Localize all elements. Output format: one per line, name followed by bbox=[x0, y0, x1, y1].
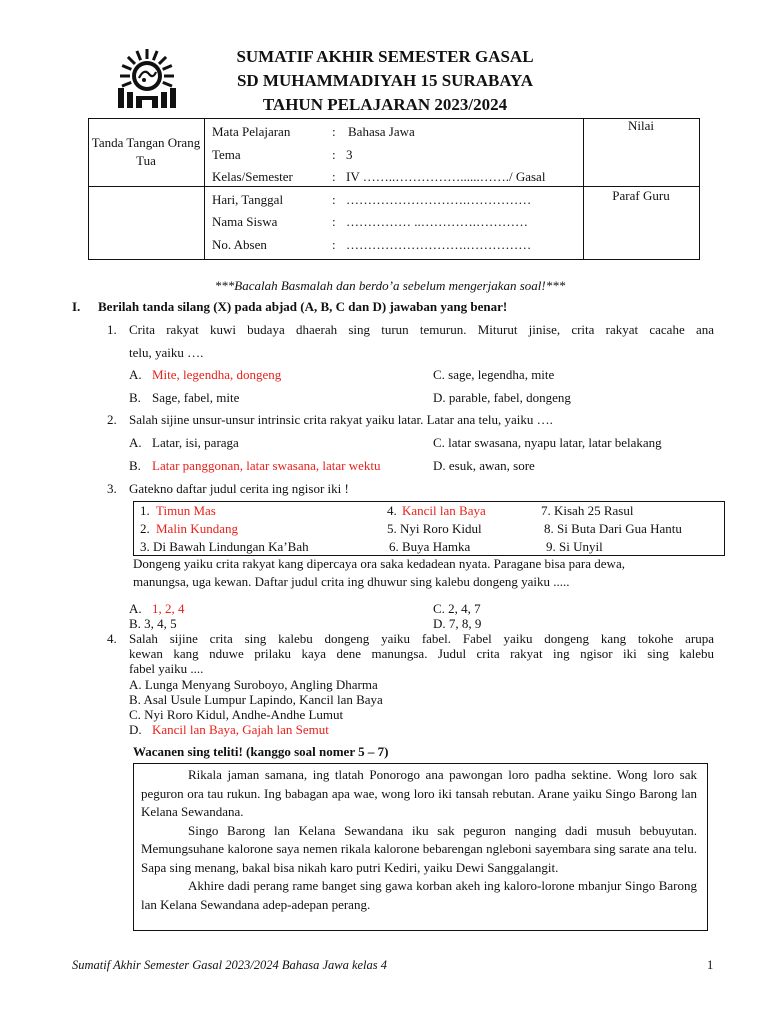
option-2c[interactable]: C. latar swasana, nyapu latar, latar belakang bbox=[433, 435, 662, 450]
story-title-7: 7. Kisah 25 Rasul bbox=[541, 503, 634, 518]
question-3-text: Gatekno daftar judul cerita ing ngisor iki ! bbox=[129, 481, 349, 496]
option-2d[interactable]: D. esuk, awan, sore bbox=[433, 458, 535, 473]
option-3c[interactable]: C. 2, 4, 7 bbox=[433, 601, 481, 616]
question-2-text: Salah sijine unsur-unsur intrinsic crita rakyat yaiku latar. Latar ana telu, yaiku …. bbox=[129, 412, 553, 427]
story-title-5: 5. Nyi Roro Kidul bbox=[387, 521, 482, 536]
option-2b-letter[interactable]: B. bbox=[129, 458, 141, 473]
theme-value: 3 bbox=[346, 147, 353, 162]
story-title-2: Malin Kundang bbox=[156, 521, 238, 536]
story-title-1: Timun Mas bbox=[156, 503, 216, 518]
attendance-number-label: No. Absen bbox=[212, 237, 267, 252]
subject-label: Mata Pelajaran bbox=[212, 124, 291, 139]
story-title-4: Kancil lan Baya bbox=[402, 503, 486, 518]
option-3a-answer[interactable]: 1, 2, 4 bbox=[152, 601, 185, 616]
story-title-9: 9. Si Unyil bbox=[546, 539, 603, 554]
option-1d[interactable]: D. parable, fabel, dongeng bbox=[433, 390, 571, 405]
question-4-text: Salah sijine crita sing kalebu dongeng yaiku fabel. Fabel yaiku dongeng kang tokohe arupa bbox=[129, 631, 714, 646]
reading-paragraph-1: Rikala jaman samana, ing tlatah Ponorogo ana pawongan loro padha sektine. Wong loro sak peguron ora tau rukun. Ing babagan apa wae, wong loro iki tansah rebutan. Arane yaiku Singo Barong lan Kelana Sewandana. bbox=[141, 767, 697, 819]
basmalah-instruction: ***Bacalah Basmalah dan berdo’a sebelum mengerjakan soal!*** bbox=[214, 278, 566, 293]
section-title: Berilah tanda silang (X) pada abjad (A, B, C dan D) jawaban yang benar! bbox=[98, 299, 508, 314]
reading-instruction: Wacanen sing teliti! (kanggo soal nomer 5 – 7) bbox=[133, 744, 389, 759]
reading-passage bbox=[141, 766, 697, 914]
option-3b[interactable]: B. 3, 4, 5 bbox=[129, 616, 177, 631]
school-name: SD MUHAMMADIYAH 15 SURABAYA bbox=[236, 71, 534, 90]
option-1b-letter[interactable]: B. bbox=[129, 390, 141, 405]
exam-title: SUMATIF AKHIR SEMESTER GASAL bbox=[236, 47, 534, 66]
question-3-description-cont: manungsa, uga kewan. Daftar judul crita ing dhuwur sing kalebu dongeng yaiku ..... bbox=[133, 574, 570, 589]
date-field[interactable]: ……………………….…………… bbox=[346, 192, 532, 207]
date-label: Hari, Tanggal bbox=[212, 192, 284, 207]
parent-signature-label: Tanda Tangan Orang Tua bbox=[91, 135, 201, 168]
theme-label: Tema bbox=[212, 147, 241, 162]
option-3d[interactable]: D. 7, 8, 9 bbox=[433, 616, 482, 631]
footer-text: Sumatif Akhir Semester Gasal 2023/2024 Bahasa Jawa kelas 4 bbox=[72, 958, 388, 972]
option-1b[interactable]: Sage, fabel, mite bbox=[152, 390, 240, 405]
question-4-text-cont: kewan kang nduwe prilaku kaya dene manungsa. Judul crita rakyat ing ngisor iki sing kalebu bbox=[129, 646, 714, 661]
option-1a-answer[interactable]: Mite, legendha, dongeng bbox=[152, 367, 282, 382]
option-2a[interactable]: Latar, isi, paraga bbox=[152, 435, 239, 450]
question-1-text: Crita rakyat kuwi budaya dhaerah sing turun temurun. Miturut jinise, crita rakyat cacahe ana bbox=[129, 322, 714, 337]
question-1-text-cont: telu, yaiku …. bbox=[129, 345, 204, 360]
option-4d-answer[interactable]: Kancil lan Baya, Gajah lan Semut bbox=[152, 722, 329, 737]
question-3-description: Dongeng yaiku crita rakyat kang dipercaya ora saka kedadean nyata. Paragane bisa para dewa, bbox=[133, 556, 625, 571]
score-label: Nilai bbox=[628, 118, 654, 133]
class-semester-field[interactable]: IV ……..……………......……./ Gasal bbox=[346, 169, 546, 184]
option-1a-letter[interactable]: A. bbox=[129, 367, 142, 382]
subject-value: Bahasa Jawa bbox=[348, 124, 415, 139]
story-title-3: 3. Di Bawah Lindungan Ka’Bah bbox=[140, 539, 309, 554]
option-2b-answer[interactable]: Latar panggonan, latar swasana, latar wektu bbox=[152, 458, 381, 473]
reading-paragraph-2: Singo Barong lan Kelana Sewandana iku sak peguron nanging dadi musuh bebuyutan. Memungsuhane kalorone saya nemen rikala kalorone bebarengan ngleboni sayembara sing sarate ana telu. Sapa sing menang, bakal bisa nikah karo putri Kediri, yaiku Dewi Sanggalangit. bbox=[141, 822, 697, 875]
option-3a-letter[interactable]: A. bbox=[129, 601, 142, 616]
option-1c[interactable]: C. sage, legendha, mite bbox=[433, 367, 555, 382]
story-title-6: 6. Buya Hamka bbox=[389, 539, 471, 554]
question-4-text-end: fabel yaiku .... bbox=[129, 661, 204, 676]
class-semester-label: Kelas/Semester bbox=[212, 169, 293, 184]
student-name-field[interactable]: …………… ..………….………… bbox=[346, 214, 528, 229]
school-logo bbox=[112, 48, 182, 110]
teacher-initials-label: Paraf Guru bbox=[612, 188, 670, 203]
option-2a-letter[interactable]: A. bbox=[129, 435, 142, 450]
option-4c[interactable]: C. Nyi Roro Kidul, Andhe-Andhe Lumut bbox=[129, 707, 344, 722]
option-4b[interactable]: B. Asal Usule Lumpur Lapindo, Kancil lan Baya bbox=[129, 692, 383, 707]
story-title-8: 8. Si Buta Dari Gua Hantu bbox=[544, 521, 682, 536]
section-number: I. bbox=[72, 299, 81, 314]
option-4d-letter[interactable]: D. bbox=[129, 722, 142, 737]
student-name-label: Nama Siswa bbox=[212, 214, 278, 229]
attendance-number-field[interactable]: ……………………….…………… bbox=[346, 237, 532, 252]
option-4a[interactable]: A. Lunga Menyang Suroboyo, Angling Dharma bbox=[129, 677, 378, 692]
academic-year: TAHUN PELAJARAN 2023/2024 bbox=[262, 95, 508, 114]
page-number: 1 bbox=[707, 958, 714, 972]
reading-paragraph-3: Akhire dadi perang rame banget sing gawa korban akeh ing kaloro-lorone mbanjur Singo Barong lan Kelana Sewandana adep-adepan perang. bbox=[141, 878, 697, 912]
